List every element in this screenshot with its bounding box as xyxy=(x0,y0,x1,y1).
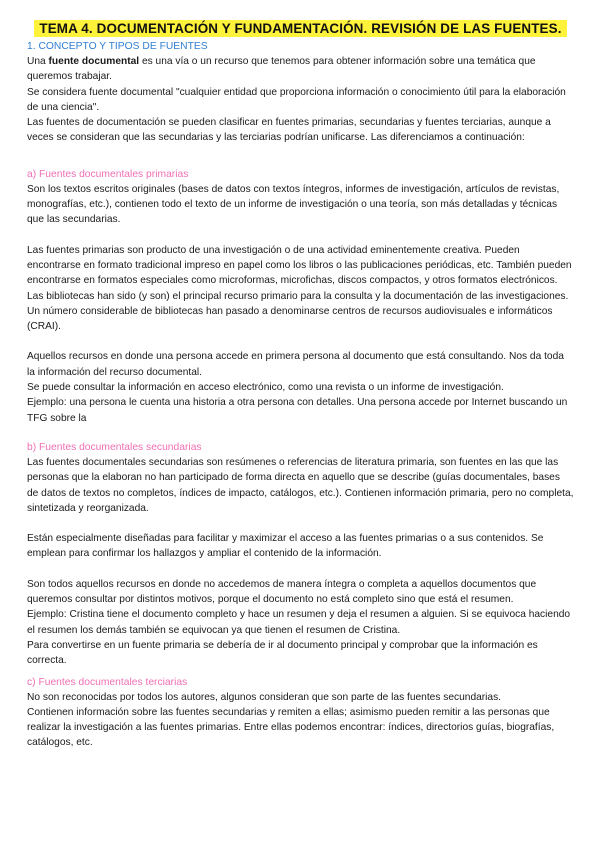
intro-bold-term: fuente documental xyxy=(48,56,140,67)
paragraph-secundarias-2: Están especialmente diseñadas para facilitar y maximizar el acceso a las fuentes primarias o a sus contenidos. Se emplean para confirmar los hallazgos y ampliar el contenido de la información. xyxy=(27,533,544,560)
subheading-secundarias: b) Fuentes documentales secundarias xyxy=(27,441,202,453)
section-heading-concepto: 1. CONCEPTO Y TIPOS DE FUENTES xyxy=(27,41,208,52)
paragraph-classification: Las fuentes de documentación se pueden clasificar en fuentes primarias, secundarias y fuentes terciarias, aunque a veces se consideran que las secundarias y las terciarias podrían unificarse. Las diferenciamos a continuación: xyxy=(27,117,551,144)
paragraph-secundarias-5: Para convertirse en un fuente primaria se debería de ir al documento principal y comprobar que la información es correcta. xyxy=(27,639,538,667)
paragraph-terciarias-1: No son reconocidas por todos los autores, algunos consideran que son parte de las fuentes secundarias. xyxy=(27,691,502,703)
paragraph-primarias-1: Son los textos escritos originales (bases de datos con textos íntegros, informes de investigación, artículos de revistas, monografías, etc.), contienen todo el texto de un informe de investigación o una teoría, son más detalladas y técnicas que las secundarias. xyxy=(27,183,560,226)
paragraph-secundarias-1: Las fuentes documentales secundarias son resúmenes o referencias de literatura primaria, son fuentes en las que las personas que la elaboran no han participado de forma directa en aquello que se describe (guías documentales, bases de datos de textos no completos, índices de impacto, catálogos, etc.). Contienen información primaria, pero no completa, sintetizada y reorganizada. xyxy=(27,456,574,514)
paragraph-primarias-3: Aquellos recursos en donde una persona accede en primera persona al documento que está consultando. Nos da toda la información del recurso documental. xyxy=(27,351,564,378)
page-title: TEMA 4. DOCUMENTACIÓN Y FUNDAMENTACIÓN. REVISIÓN DE LAS FUENTES. xyxy=(34,20,566,37)
intro-text-pre: Una xyxy=(27,56,49,67)
paragraph-terciarias-2: Contienen información sobre las fuentes secundarias y remiten a ellas; asimismo pueden remitir a las personas que realizar la investigación a las fuentes primarias. Entre ellas podemos encontrar: índices, directorios guías, biografías, catálogos, etc. xyxy=(27,706,555,749)
paragraph-definition: Se considera fuente documental "cualquier entidad que proporciona información o conocimiento útil para la elaboración de una ciencia". xyxy=(27,86,566,113)
subheading-terciarias: c) Fuentes documentales terciarias xyxy=(27,676,188,688)
paragraph-primarias-2: Las fuentes primarias son producto de una investigación o de una actividad eminentemente creativa. Pueden encontrarse en formato tradicional impreso en papel como los libros o las publicaciones periódicas, etc. También pueden encontrarse en formatos especiales como microformas, microfichas, discos compactos, y otros formatos electrónicos. Las bibliotecas han sido (y son) el principal recurso primario para la consulta y la documentación de las investigaciones. Un número considerable de bibliotecas han pasado a denominarse centros de recursos audiovisuales e informáticos (CRAI). xyxy=(27,244,572,333)
paragraph-intro xyxy=(27,54,574,85)
paragraph-secundarias-example: Ejemplo: Cristina tiene el documento completo y hace un resumen y deja el resumen a alguien. Si se equivoca haciendo el resumen los demás también se equivocan ya que tienen el resumen de Cristina. xyxy=(27,609,571,636)
paragraph-primarias-4: Se puede consultar la información en acceso electrónico, como una revista o un informe de investigación. xyxy=(27,382,504,394)
subheading-primarias: a) Fuentes documentales primarias xyxy=(27,168,189,180)
paragraph-secundarias-3: Son todos aquellos recursos en donde no accedemos de manera íntegra o completa a aquellos documentos que queremos consultar por distintos motivos, porque el documento no está completo sino que está el resumen. xyxy=(27,578,537,606)
paragraph-primarias-example: Ejemplo: una persona le cuenta una historia a otra persona con detalles. Una persona accede por Internet buscando un TFG sobre la xyxy=(27,397,568,424)
intro-text-post: es una vía o un recurso que tenemos para obtener información sobre una temática que queremos trabajar. xyxy=(27,56,536,83)
